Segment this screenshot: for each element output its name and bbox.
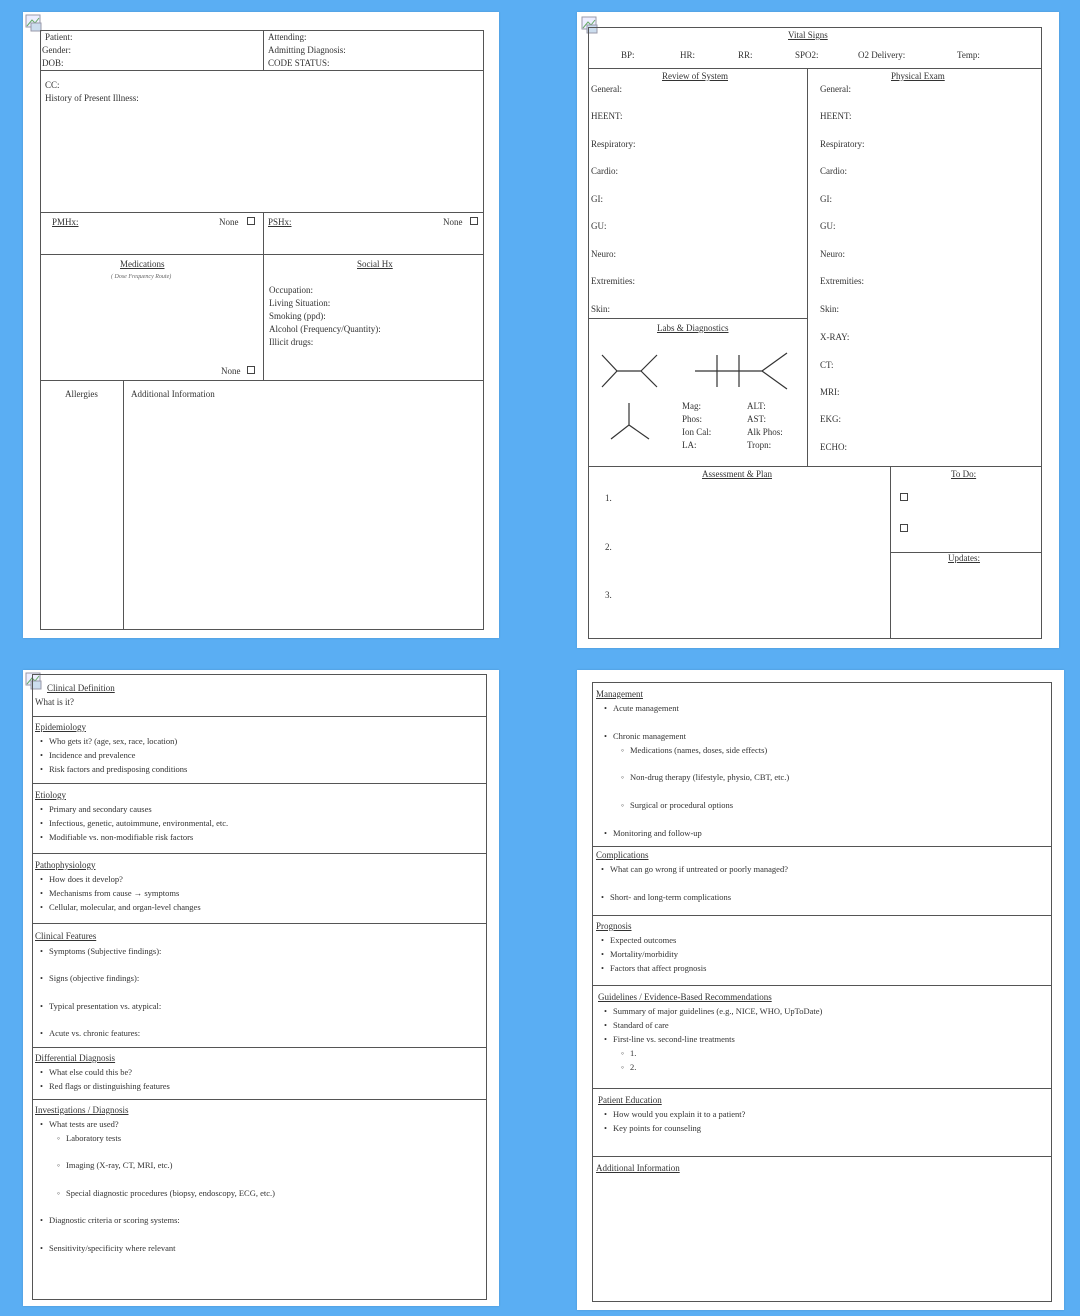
additional-info-heading: Additional Information [131, 389, 215, 399]
list-item: ◦ Non-drug therapy (lifestyle, physio, CBT, etc.) [630, 772, 789, 783]
section-title-prognosis: Prognosis [596, 921, 632, 931]
admission-sheet [23, 12, 499, 638]
pshx-label: PSHx: [268, 217, 292, 227]
section-title-additional-information: Additional Information [596, 1163, 680, 1173]
ros-item[interactable]: Skin: [591, 304, 611, 314]
disease-notes-sheet-1 [23, 670, 499, 1306]
list-item: • How would you explain it to a patient? [613, 1109, 745, 1120]
list-item: • Incidence and prevalence [49, 750, 135, 761]
lab-tropn[interactable]: Tropn: [747, 440, 772, 450]
list-item: • Sensitivity/specificity where relevant [49, 1243, 176, 1254]
assessment-plan-heading: Assessment & Plan [702, 469, 773, 479]
list-item: • Primary and secondary causes [49, 804, 152, 815]
disease-notes-sheet-2 [577, 670, 1064, 1310]
list-item: • Monitoring and follow-up [613, 828, 702, 839]
list-item: • Key points for counseling [613, 1123, 701, 1134]
lab-phos[interactable]: Phos: [682, 414, 703, 424]
vital-bp[interactable]: BP: [621, 50, 635, 60]
section-title-pathophysiology: Pathophysiology [35, 860, 96, 870]
section-title-clinical-features: Clinical Features [35, 931, 97, 941]
list-item: ◦ Imaging (X-ray, CT, MRI, etc.) [66, 1160, 172, 1171]
list-item: ◦ 1. [630, 1048, 636, 1059]
pe-item[interactable]: HEENT: [820, 111, 852, 121]
attending-label[interactable]: Attending: [268, 32, 307, 42]
ros-item[interactable]: General: [591, 84, 622, 94]
section-title-management: Management [596, 689, 643, 699]
social-item[interactable]: Living Situation: [269, 298, 331, 308]
ros-item[interactable]: GU: [591, 221, 607, 231]
progress-sheet [577, 12, 1059, 648]
medications-heading: Medications [120, 259, 165, 269]
imaging-ct[interactable]: CT: [820, 360, 834, 370]
cc-label[interactable]: CC: [45, 80, 60, 90]
pe-item[interactable]: GU: [820, 221, 836, 231]
todo-checkbox[interactable] [900, 493, 908, 501]
list-item: • How does it develop? [49, 874, 123, 885]
imaging-mri[interactable]: MRI: [820, 387, 840, 397]
list-item: • Red flags or distinguishing features [49, 1081, 170, 1092]
social-item[interactable]: Alcohol (Frequency/Quantity): [269, 324, 381, 334]
imaging-xray[interactable]: X-RAY: [820, 332, 850, 342]
updates-heading: Updates: [948, 553, 980, 563]
gender-label[interactable]: Gender: [42, 45, 71, 55]
dob-label[interactable]: DOB: [42, 58, 64, 68]
pmhx-none-checkbox[interactable] [247, 217, 255, 225]
list-item: • Acute management [613, 703, 679, 714]
list-item: • Infectious, genetic, autoimmune, environmental, etc. [49, 818, 228, 829]
admitting-diagnosis-label[interactable]: Admitting Diagnosis: [268, 45, 346, 55]
sheet1-frame [40, 30, 484, 630]
ros-heading: Review of System [662, 71, 728, 81]
lab-mag[interactable]: Mag: [682, 401, 701, 411]
pmhx-none-label: None [219, 217, 239, 227]
imaging-ekg[interactable]: EKG: [820, 414, 841, 424]
vital-hr[interactable]: HR: [680, 50, 696, 60]
pe-item[interactable]: Cardio: [820, 166, 847, 176]
labs-heading: Labs & Diagnostics [657, 323, 729, 333]
list-item: • Summary of major guidelines (e.g., NICE, WHO, UpToDate) [613, 1006, 822, 1017]
ros-item[interactable]: HEENT: [591, 111, 623, 121]
ros-item[interactable]: GI: [591, 194, 603, 204]
lab-alk-phos[interactable]: Alk Phos: [747, 427, 783, 437]
list-item: • Chronic management [613, 731, 686, 742]
pshx-none-checkbox[interactable] [470, 217, 478, 225]
imaging-echo[interactable]: ECHO: [820, 442, 847, 452]
section-title-guidelines: Guidelines / Evidence-Based Recommendations [598, 992, 772, 1002]
list-item: • Acute vs. chronic features: [49, 1028, 140, 1039]
list-item: • Cellular, molecular, and organ-level changes [49, 902, 201, 913]
code-status-label[interactable]: CODE STATUS: [268, 58, 330, 68]
vital-temp[interactable]: Temp: [957, 50, 980, 60]
hpi-label[interactable]: History of Present Illness: [45, 93, 139, 103]
pshx-none-label: None [443, 217, 463, 227]
list-item: ◦ 2. [630, 1062, 636, 1073]
list-item: • Risk factors and predisposing conditions [49, 764, 187, 775]
ros-item[interactable]: Respiratory: [591, 139, 636, 149]
vital-spo2[interactable]: SPO2: [795, 50, 819, 60]
social-item[interactable]: Illicit drugs: [269, 337, 314, 347]
section-title-investigations: Investigations / Diagnosis [35, 1105, 129, 1115]
allergies-heading: Allergies [65, 389, 98, 399]
pe-item[interactable]: Skin: [820, 304, 840, 314]
section-title-differential-diagnosis: Differential Diagnosis [35, 1053, 116, 1063]
pe-item[interactable]: Neuro: [820, 249, 845, 259]
section-title-complications: Complications [596, 850, 649, 860]
vital-signs-heading: Vital Signs [788, 30, 828, 40]
patient-label[interactable]: Patient: [45, 32, 73, 42]
social-item[interactable]: Occupation: [269, 285, 313, 295]
list-item: • What else could this be? [49, 1067, 132, 1078]
vital-o2-delivery[interactable]: O2 Delivery: [858, 50, 906, 60]
list-item: ◦ Laboratory tests [66, 1133, 121, 1144]
ap-number: 3. [605, 590, 612, 600]
lab-ast[interactable]: AST: [747, 414, 767, 424]
social-hx-heading: Social Hx [357, 259, 393, 269]
pe-item[interactable]: Respiratory: [820, 139, 865, 149]
todo-checkbox[interactable] [900, 524, 908, 532]
list-item: • Factors that affect prognosis [610, 963, 706, 974]
ap-number: 2. [605, 542, 612, 552]
medications-subheading: ( Dose Frequency Route) [111, 274, 172, 280]
lab-alt[interactable]: ALT: [747, 401, 766, 411]
list-item: • Expected outcomes [610, 935, 676, 946]
list-item: • Modifiable vs. non-modifiable risk factors [49, 832, 193, 843]
list-item: ◦ Special diagnostic procedures (biopsy, endoscopy, ECG, etc.) [66, 1188, 275, 1199]
pmhx-label: PMHx: [52, 217, 79, 227]
list-item: • Typical presentation vs. atypical: [49, 1001, 161, 1012]
clinical-definition-prompt: What is it? [35, 697, 74, 707]
list-item: ◦ Surgical or procedural options [630, 800, 733, 811]
medications-none-label: None [221, 366, 241, 376]
lab-ion-cal[interactable]: Ion Cal: [682, 427, 712, 437]
list-item: • What tests are used? [49, 1119, 119, 1130]
section-title-clinical-definition: Clinical Definition [47, 683, 115, 693]
cbc-fishbone [695, 353, 787, 389]
list-item: • Mechanisms from cause → symptoms [49, 888, 179, 899]
list-item: ◦ Medications (names, doses, side effects) [630, 745, 767, 756]
todo-heading: To Do: [951, 469, 977, 479]
list-item: • Signs (objective findings): [49, 973, 139, 984]
list-item: • Symptoms (Subjective findings): [49, 946, 161, 957]
ros-item[interactable]: Neuro: [591, 249, 616, 259]
list-item: • Diagnostic criteria or scoring systems: [49, 1215, 180, 1226]
list-item: • Who gets it? (age, sex, race, location) [49, 736, 177, 747]
list-item: • Standard of care [613, 1020, 669, 1031]
section-title-patient-education: Patient Education [598, 1095, 662, 1105]
bmp-skeleton [602, 355, 657, 387]
social-item[interactable]: Smoking (ppd): [269, 311, 326, 321]
pe-heading: Physical Exam [891, 71, 945, 81]
list-item: • What can go wrong if untreated or poorly managed? [610, 864, 788, 875]
list-item: • Mortality/morbidity [610, 949, 678, 960]
abg-skeleton [611, 403, 649, 439]
section-title-etiology: Etiology [35, 790, 66, 800]
pe-item[interactable]: GI: [820, 194, 832, 204]
ros-item[interactable]: Extremities: [591, 276, 635, 286]
list-item: • First-line vs. second-line treatments [613, 1034, 735, 1045]
ap-number: 1. [605, 493, 612, 503]
section-title-epidemiology: Epidemiology [35, 722, 86, 732]
pe-item[interactable]: Extremities: [820, 276, 864, 286]
pe-item[interactable]: General: [820, 84, 851, 94]
list-item: • Short- and long-term complications [610, 892, 731, 903]
vital-rr[interactable]: RR: [738, 50, 753, 60]
lab-la[interactable]: LA: [682, 440, 697, 450]
ros-item[interactable]: Cardio: [591, 166, 618, 176]
medications-none-checkbox[interactable] [247, 366, 255, 374]
